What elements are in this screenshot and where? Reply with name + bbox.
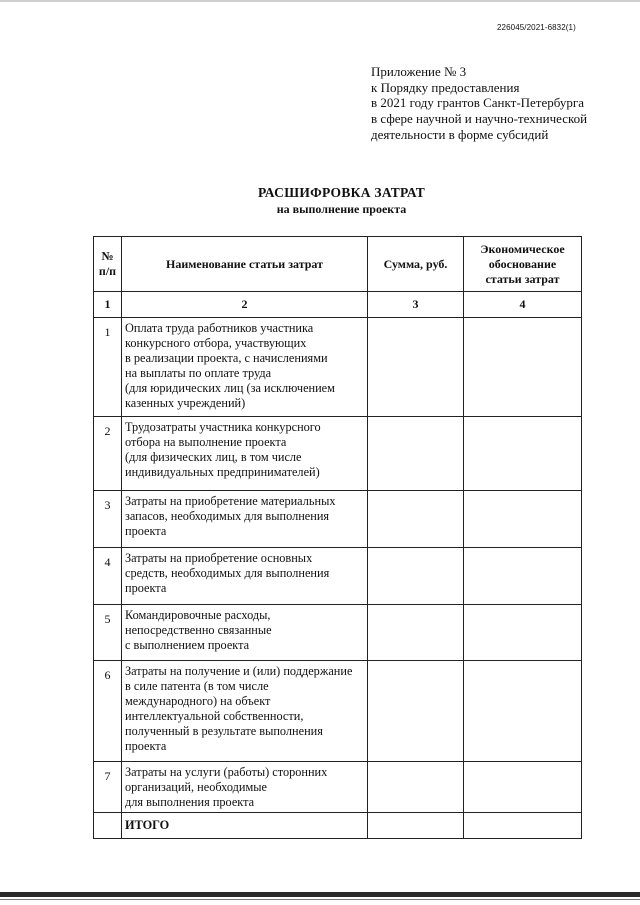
column-number: 2	[122, 292, 368, 318]
cost-item-name: Затраты на приобретение основных средств, необходимых для выполнения проекта	[122, 548, 368, 605]
total-row	[94, 813, 582, 839]
table-row	[94, 491, 582, 548]
table-row	[94, 417, 582, 491]
table-row	[94, 661, 582, 762]
appendix-line: Приложение № 3	[371, 64, 467, 79]
scan-edge-bottom	[0, 892, 640, 897]
header-sum: Сумма, руб.	[368, 237, 464, 292]
row-number: 4	[94, 548, 122, 605]
row-number: 5	[94, 605, 122, 661]
scan-edge-bottom-thin	[0, 899, 640, 900]
header-basis: Экономическое обоснование статьи затрат	[464, 237, 582, 292]
scan-edge-top	[0, 0, 640, 2]
total-label: ИТОГО	[122, 813, 368, 839]
sum-cell	[368, 548, 464, 605]
cost-item-name: Оплата труда работников участника конкурсного отбора, участвующих в реализации проекта, с начислениями на выплаты по оплате труда (для юридических лиц (за исключением казенных учреждений)	[122, 318, 368, 417]
basis-cell	[464, 491, 582, 548]
cost-item-name: Затраты на получение и (или) поддержание в силе патента (в том числе международного) на объект интеллектуальной собственности, полученный в результате выполнения проекта	[122, 661, 368, 762]
sum-cell	[368, 661, 464, 762]
column-number: 3	[368, 292, 464, 318]
sum-cell	[368, 491, 464, 548]
table-row	[94, 318, 582, 417]
appendix-line: к Порядку предоставления	[371, 79, 520, 95]
basis-cell	[464, 605, 582, 661]
total-basis-cell	[464, 813, 582, 839]
basis-cell	[464, 661, 582, 762]
sum-cell	[368, 605, 464, 661]
document-subtitle: на выполнение проекта	[276, 202, 407, 216]
document-title: РАСШИФРОВКА ЗАТРАТ	[257, 185, 426, 200]
basis-cell	[464, 318, 582, 417]
column-number: 1	[94, 292, 122, 318]
basis-cell	[464, 762, 582, 813]
basis-cell	[464, 417, 582, 491]
row-number: 6	[94, 661, 122, 762]
cost-item-name: Затраты на услуги (работы) сторонних организаций, необходимые для выполнения проекта	[122, 762, 368, 813]
appendix-note	[371, 64, 587, 143]
cost-item-name: Командировочные расходы, непосредственно связанные с выполнением проекта	[122, 605, 368, 661]
row-number: 2	[94, 417, 122, 491]
column-numbers-row	[94, 292, 582, 318]
sum-cell	[368, 417, 464, 491]
sum-cell	[368, 762, 464, 813]
header-name: Наименование статьи затрат	[122, 237, 368, 292]
document-number: 226045/2021-6832(1)	[497, 23, 576, 32]
total-num-cell	[94, 813, 122, 839]
sum-cell	[368, 318, 464, 417]
row-number: 3	[94, 491, 122, 548]
header-num: № п/п	[94, 237, 122, 292]
appendix-line: деятельности в форме субсидий	[371, 126, 549, 142]
basis-cell	[464, 548, 582, 605]
cost-breakdown-table	[93, 236, 582, 839]
column-number: 4	[464, 292, 582, 318]
appendix-line: в 2021 году грантов Санкт-Петербурга	[371, 95, 584, 111]
cost-item-name: Трудозатраты участника конкурсного отбора на выполнение проекта (для физических лиц, в том числе индивидуальных предпринимателей)	[122, 417, 368, 491]
total-sum-cell	[368, 813, 464, 839]
row-number: 7	[94, 762, 122, 813]
cost-item-name: Затраты на приобретение материальных запасов, необходимых для выполнения проекта	[122, 491, 368, 548]
table-row	[94, 762, 582, 813]
table-row	[94, 605, 582, 661]
row-number: 1	[94, 318, 122, 417]
table-row	[94, 548, 582, 605]
table-header-row	[94, 237, 582, 292]
appendix-line: в сфере научной и научно-технической	[371, 111, 588, 127]
